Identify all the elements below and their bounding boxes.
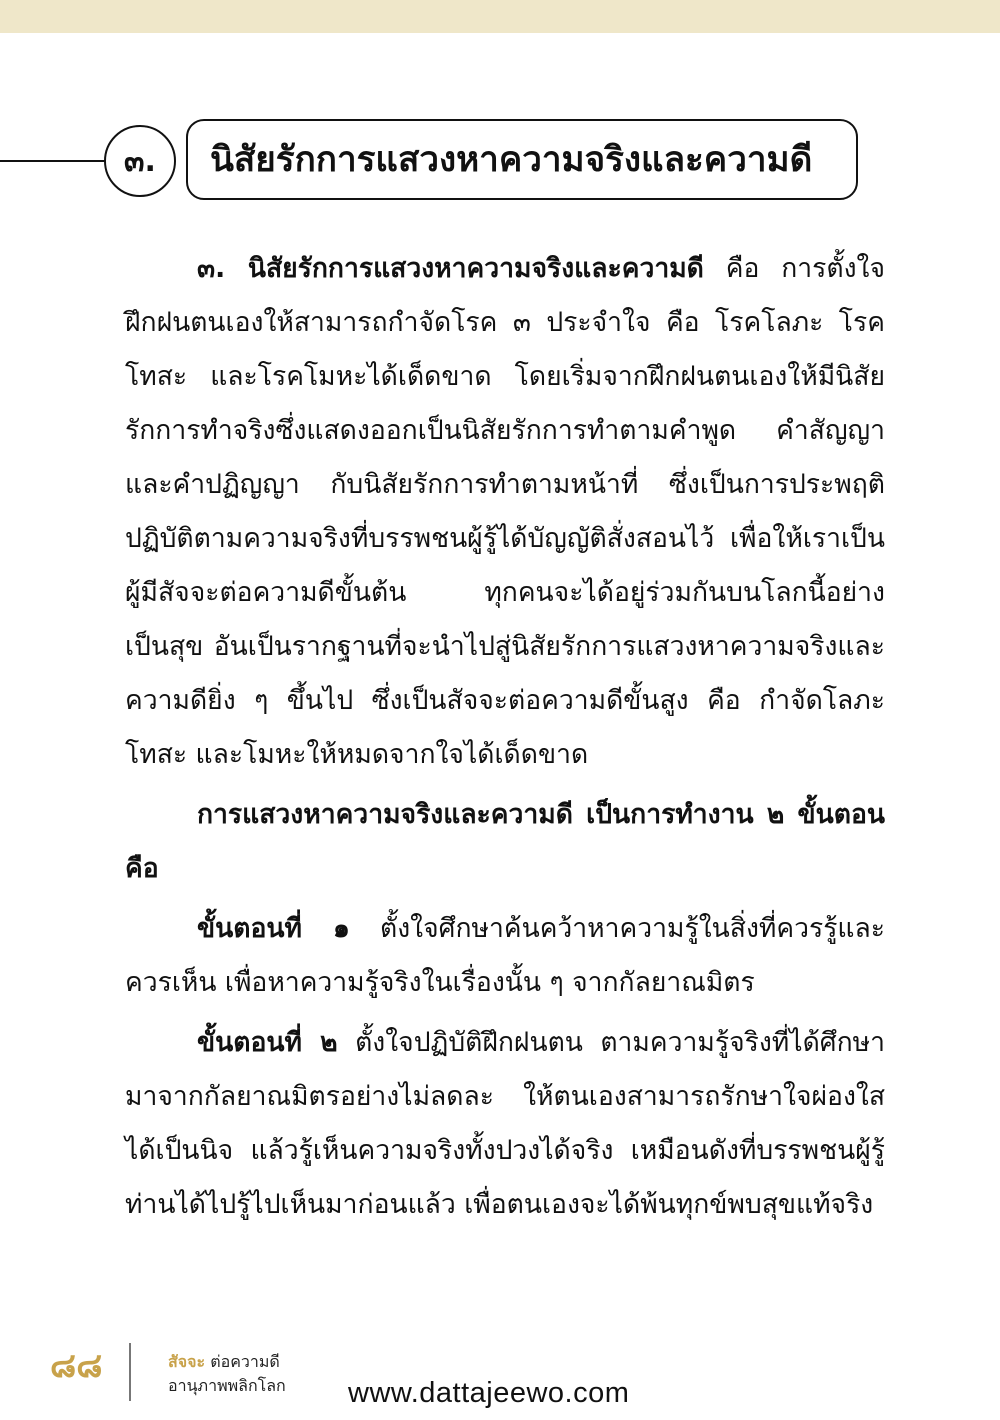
page-number: ๘๘ <box>50 1346 103 1386</box>
top-color-band <box>0 0 1000 33</box>
section-title: นิสัยรักการแสวงหาความจริงและความดี <box>186 119 858 200</box>
subheading: การแสวงหาความจริงและความดี เป็นการทำงาน ๒ ขั้นตอน คือ <box>125 799 885 884</box>
step-2-label: ขั้นตอนที่ ๒ <box>197 1027 338 1058</box>
section-header-line <box>0 160 112 162</box>
step-1-text: ตั้งใจศึกษาค้นคว้าหาความรู้ในสิ่งที่ควรรู้และควรเห็น เพื่อหาความรู้จริงในเรื่องนั้น ๆ จากกัลยาณมิตร <box>125 913 885 998</box>
website-url: www.dattajeewo.com <box>348 1377 630 1409</box>
paragraph-lead-bold: ๓. นิสัยรักการแสวงหาความจริงและความดี <box>197 253 704 284</box>
step-2-text: ตั้งใจปฏิบัติฝึกฝนตน ตามความรู้จริงที่ได้ศึกษามาจากกัลยาณมิตรอย่างไม่ลดละ ให้ตนเองสามารถรักษาใจผ่องใสได้เป็นนิจ แล้วรู้เห็นความจริงทั้งปวงได้จริง เหมือนดังที่บรรพชนผู้รู้ท่านได้ไปรู้ไปเห็นมาก่อนแล้ว เพื่อตนเองจะได้พ้นทุกข์พบสุขแท้จริง <box>125 1027 885 1220</box>
book-title <box>168 1350 286 1398</box>
paragraph-definition <box>125 242 885 782</box>
paragraph-step-1 <box>125 902 885 1010</box>
book-subtitle: อานุภาพพลิกโลก <box>168 1376 286 1395</box>
paragraph-text: คือ การตั้งใจฝึกฝนตนเองให้สามารถกำจัดโรค ๓ ประจำใจ คือ โรคโลภะ โรคโทสะ และโรคโมหะได้เด็ดขาด โดยเริ่มจากฝึกฝนตนเองให้มีนิสัยรักการทำจริงซึ่งแสดงออกเป็นนิสัยรักการทำตามคำพูด คำสัญญา และคำปฏิญญา กับนิสัยรักการทำตามหน้าที่ ซึ่งเป็นการประพฤติปฏิบัติตามความจริงที่บรรพชนผู้รู้ได้บัญญัติสั่งสอนไว้ เพื่อให้เราเป็นผู้มีสัจจะต่อความดีขั้นต้น ทุกคนจะได้อยู่ร่วมกันบนโลกนี้อย่างเป็นสุข อันเป็นรากฐานที่จะนำไปสู่นิสัยรักการแสวงหาความจริงและความดียิ่ง ๆ ขึ้นไป ซึ่งเป็นสัจจะต่อความดีขั้นสูง คือ กำจัดโลภะ โทสะ และโมหะให้หมดจากใจได้เด็ดขาด <box>125 253 885 770</box>
book-title-rest: ต่อความดี <box>205 1352 280 1371</box>
body-content <box>125 242 885 1232</box>
paragraph-step-2 <box>125 1016 885 1232</box>
footer-divider <box>129 1343 131 1401</box>
book-title-highlight: สัจจะ <box>168 1352 206 1371</box>
step-1-label: ขั้นตอนที่ ๑ <box>197 913 350 944</box>
section-number-badge: ๓. <box>104 125 176 197</box>
